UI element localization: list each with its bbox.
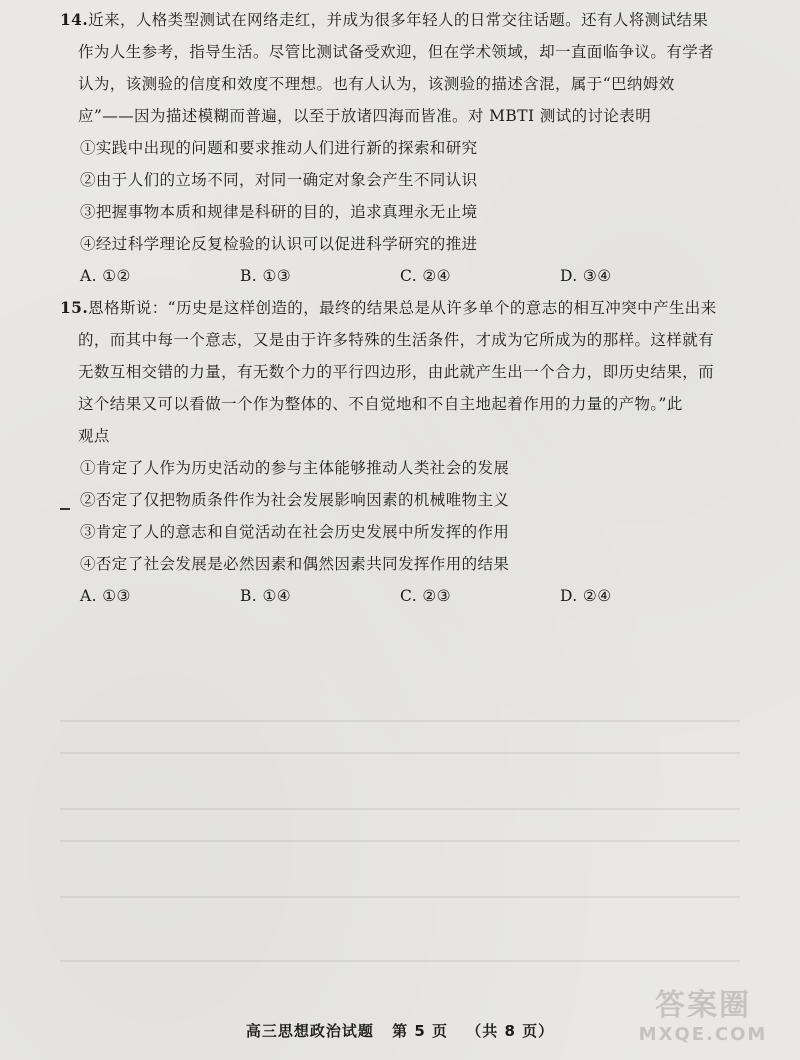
page-total: （共 8 页）	[466, 1022, 555, 1040]
stem-line: 观点	[78, 427, 110, 445]
stem-line: 14.近来，人格类型测试在网络走红，并成为很多年轻人的日常交往话题。还有人将测试结果	[60, 10, 709, 29]
question-number: 14.	[60, 10, 89, 29]
answer-choices	[60, 580, 740, 612]
statement-option: ④否定了社会发展是必然因素和偶然因素共同发挥作用的结果	[80, 555, 510, 573]
statement-option: ②由于人们的立场不同，对同一确定对象会产生不同认识	[80, 171, 478, 189]
bleed-through-line	[60, 840, 740, 842]
question-15	[60, 292, 740, 612]
statement-option: ①肯定了人作为历史活动的参与主体能够推动人类社会的发展	[80, 459, 510, 477]
watermark-url: MXQE.COM	[638, 1024, 768, 1045]
bleed-through-line	[60, 720, 740, 722]
choice-a: A. ①②	[80, 267, 131, 285]
statement-option: ③肯定了人的意志和自觉活动在社会历史发展中所发挥的作用	[80, 523, 510, 541]
question-14	[60, 4, 740, 292]
watermark-logo	[628, 988, 778, 1052]
statement-option: ④经过科学理论反复检验的认识可以促进科学研究的推进	[80, 235, 478, 253]
stem-line: 无数互相交错的力量，有无数个力的平行四边形，由此就产生出一个合力，即历史结果，而	[78, 363, 715, 381]
stem-line: 应”——因为描述模糊而普遍，以至于放诸四海而皆准。对 MBTI 测试的讨论表明	[78, 107, 652, 125]
choice-d: D. ③④	[560, 267, 612, 285]
question-stem	[60, 4, 740, 132]
choice-c: C. ②③	[400, 587, 451, 605]
choice-d: D. ②④	[560, 587, 612, 605]
question-stem	[60, 292, 740, 452]
stem-line: 的，而其中每一个意志，又是由于许多特殊的生活条件，才成为它所成为的那样。这样就有	[78, 331, 715, 349]
choice-b: B. ①③	[240, 267, 292, 285]
page-number: 第 5 页	[392, 1022, 448, 1040]
statement-option: ③把握事物本质和规律是科研的目的，追求真理永无止境	[80, 203, 478, 221]
stem-line: 这个结果又可以看做一个作为整体的、不自觉地和不自主地起着作用的力量的产物。”此	[78, 395, 683, 413]
exam-title: 高三思想政治试题	[245, 1022, 374, 1040]
stem-line: 认为，该测验的信度和效度不理想。也有人认为，该测验的描述含混，属于“巴纳姆效	[78, 75, 675, 93]
bleed-through-line	[60, 808, 740, 810]
statement-option: ②否定了仅把物质条件作为社会发展影响因素的机械唯物主义	[80, 491, 510, 509]
bleed-through-line	[60, 960, 740, 962]
stem-line: 15.恩格斯说：“历史是这样创造的，最终的结果总是从许多单个的意志的相互冲突中产生出来	[60, 298, 717, 317]
choice-a: A. ①③	[80, 587, 131, 605]
question-number: 15.	[60, 298, 89, 317]
bleed-through-line	[60, 752, 740, 754]
choice-b: B. ①④	[240, 587, 292, 605]
bleed-through-line	[60, 896, 740, 898]
watermark-logo-text: 答案圈	[655, 988, 751, 1023]
statement-option: ①实践中出现的问题和要求推动人们进行新的探索和研究	[80, 139, 478, 157]
pen-mark	[60, 508, 70, 510]
choice-c: C. ②④	[400, 267, 451, 285]
answer-choices	[60, 260, 740, 292]
stem-line: 作为人生参考，指导生活。尽管比测试备受欢迎，但在学术领域，却一直面临争议。有学者	[78, 43, 715, 61]
